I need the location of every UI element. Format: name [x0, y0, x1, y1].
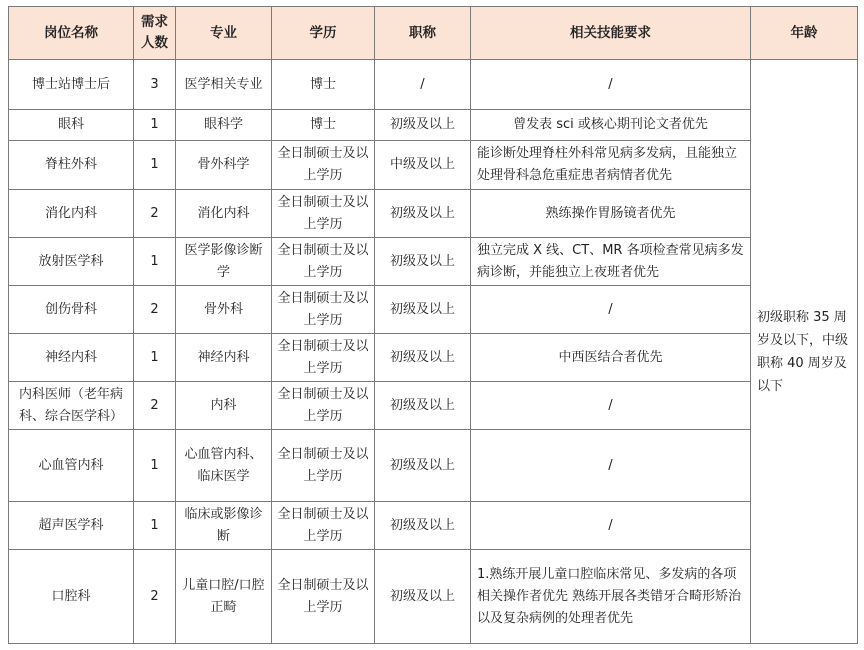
- cell-position: 神经内科: [9, 334, 134, 382]
- recruitment-table: [8, 6, 858, 644]
- cell-title: 初级及以上: [375, 286, 471, 334]
- cell-position: 口腔科: [9, 550, 134, 644]
- cell-skills: /: [471, 502, 751, 550]
- cell-major: 消化内科: [176, 190, 272, 238]
- cell-education: 全日制硕士及以上学历: [272, 286, 375, 334]
- header-count: 需求人数: [134, 7, 176, 60]
- cell-major: 神经内科: [176, 334, 272, 382]
- cell-education: 全日制硕士及以上学历: [272, 334, 375, 382]
- cell-education: 全日制硕士及以上学历: [272, 502, 375, 550]
- cell-education: 全日制硕士及以上学历: [272, 238, 375, 286]
- cell-major: 儿童口腔/口腔正畸: [176, 550, 272, 644]
- table-row: [9, 110, 858, 141]
- cell-education: 全日制硕士及以上学历: [272, 141, 375, 190]
- cell-position: 超声医学科: [9, 502, 134, 550]
- table-row: [9, 334, 858, 382]
- cell-title: 初级及以上: [375, 238, 471, 286]
- cell-major: 内科: [176, 382, 272, 430]
- cell-major: 医学相关专业: [176, 60, 272, 110]
- table-row: [9, 286, 858, 334]
- cell-count: 2: [134, 190, 176, 238]
- table-row: [9, 238, 858, 286]
- cell-position: 放射医学科: [9, 238, 134, 286]
- cell-education: 全日制硕士及以上学历: [272, 430, 375, 502]
- cell-skills: 曾发表 sci 或核心期刊论文者优先: [471, 110, 751, 141]
- cell-education: 全日制硕士及以上学历: [272, 382, 375, 430]
- table-row: [9, 190, 858, 238]
- cell-skills: /: [471, 382, 751, 430]
- cell-skills: 1.熟练开展儿童口腔临床常见、多发病的各项相关操作者优先 熟练开展各类错牙合畸形矫治以及复杂病例的处理者优先: [471, 550, 751, 644]
- cell-position: 博士站博士后: [9, 60, 134, 110]
- cell-skills: 熟练操作胃肠镜者优先: [471, 190, 751, 238]
- cell-major: 骨外科学: [176, 141, 272, 190]
- header-skills: 相关技能要求: [471, 7, 751, 60]
- cell-position: 脊柱外科: [9, 141, 134, 190]
- cell-count: 3: [134, 60, 176, 110]
- table-row: [9, 382, 858, 430]
- cell-count: 1: [134, 502, 176, 550]
- cell-title: 初级及以上: [375, 502, 471, 550]
- cell-count: 2: [134, 286, 176, 334]
- cell-position: 心血管内科: [9, 430, 134, 502]
- cell-skills: 中西医结合者优先: [471, 334, 751, 382]
- cell-title: 中级及以上: [375, 141, 471, 190]
- header-title: 职称: [375, 7, 471, 60]
- cell-position: 消化内科: [9, 190, 134, 238]
- cell-count: 1: [134, 238, 176, 286]
- cell-title: 初级及以上: [375, 110, 471, 141]
- cell-title: 初级及以上: [375, 550, 471, 644]
- table-row: [9, 502, 858, 550]
- cell-education: 博士: [272, 60, 375, 110]
- cell-education: 全日制硕士及以上学历: [272, 190, 375, 238]
- table-row: [9, 60, 858, 110]
- cell-skills: 能诊断处理脊柱外科常见病多发病，且能独立处理骨科急危重症患者病情者优先: [471, 141, 751, 190]
- cell-count: 2: [134, 550, 176, 644]
- table-row: [9, 550, 858, 644]
- cell-education: 博士: [272, 110, 375, 141]
- cell-major: 心血管内科、临床医学: [176, 430, 272, 502]
- cell-major: 眼科学: [176, 110, 272, 141]
- cell-major: 医学影像诊断学: [176, 238, 272, 286]
- cell-education: 全日制硕士及以上学历: [272, 550, 375, 644]
- cell-position: 创伤骨科: [9, 286, 134, 334]
- cell-title: 初级及以上: [375, 430, 471, 502]
- cell-major: 骨外科: [176, 286, 272, 334]
- cell-position: 内科医师（老年病科、综合医学科）: [9, 382, 134, 430]
- cell-position: 眼科: [9, 110, 134, 141]
- cell-count: 1: [134, 141, 176, 190]
- cell-count: 2: [134, 382, 176, 430]
- cell-count: 1: [134, 334, 176, 382]
- header-position: 岗位名称: [9, 7, 134, 60]
- header-major: 专业: [176, 7, 272, 60]
- header-education: 学历: [272, 7, 375, 60]
- cell-skills: /: [471, 430, 751, 502]
- cell-title: 初级及以上: [375, 382, 471, 430]
- cell-title: 初级及以上: [375, 334, 471, 382]
- cell-count: 1: [134, 430, 176, 502]
- cell-count: 1: [134, 110, 176, 141]
- header-row: [9, 7, 858, 60]
- cell-skills: /: [471, 286, 751, 334]
- cell-major: 临床或影像诊断: [176, 502, 272, 550]
- cell-title: /: [375, 60, 471, 110]
- cell-age: 初级职称 35 周岁及以下，中级职称 40 周岁及以下: [751, 60, 858, 644]
- header-age: 年龄: [751, 7, 858, 60]
- cell-skills: /: [471, 60, 751, 110]
- cell-title: 初级及以上: [375, 190, 471, 238]
- cell-skills: 独立完成 X 线、CT、MR 各项检查常见病多发病诊断，并能独立上夜班者优先: [471, 238, 751, 286]
- table-row: [9, 141, 858, 190]
- table-row: [9, 430, 858, 502]
